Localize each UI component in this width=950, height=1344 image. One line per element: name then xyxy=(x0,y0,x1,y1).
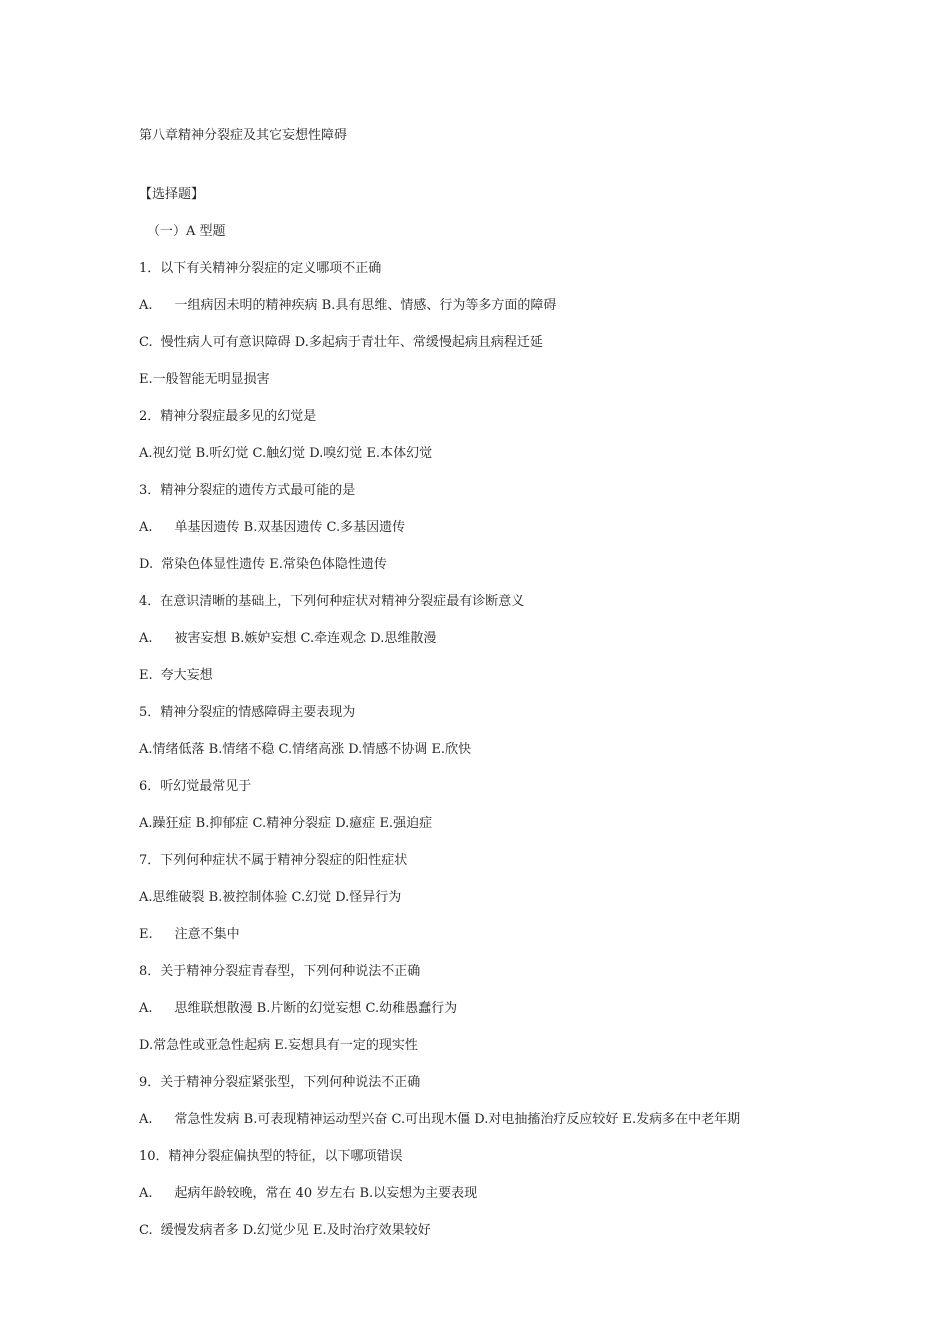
question-2: 2．精神分裂症最多见的幻觉是 xyxy=(139,409,317,424)
question-7: 7．下列何种症状不属于精神分裂症的阳性症状 xyxy=(139,853,408,868)
question-10-options-a: A. 起病年龄较晚，常在 40 岁左右 B.以妄想为主要表现 xyxy=(139,1186,478,1201)
question-9: 9．关于精神分裂症紧张型，下列何种说法不正确 xyxy=(139,1075,421,1090)
question-6: 6．听幻觉最常见于 xyxy=(139,779,252,794)
question-5: 5．精神分裂症的情感障碍主要表现为 xyxy=(139,705,356,720)
chapter-title: 第八章精神分裂症及其它妄想性障碍 xyxy=(139,128,348,143)
question-1-options-c: C. 慢性病人可有意识障碍 D.多起病于青壮年、常缓慢起病且病程迁延 xyxy=(139,335,543,350)
question-5-options: A.情绪低落 B.情绪不稳 C.情绪高涨 D.情感不协调 E.欣快 xyxy=(139,742,472,757)
question-9-options: A. 常急性发病 B.可表现精神运动型兴奋 C.可出现木僵 D.对电抽搐治疗反应较好 E.发病多在中老年期 xyxy=(139,1112,741,1127)
question-8: 8．关于精神分裂症青春型，下列何种说法不正确 xyxy=(139,964,421,979)
section-heading: 【选择题】 xyxy=(139,187,205,202)
question-1: 1．以下有关精神分裂症的定义哪项不正确 xyxy=(139,261,382,276)
question-4-options-a: A. 被害妄想 B.嫉妒妄想 C.牵连观念 D.思维散漫 xyxy=(139,631,437,646)
question-3: 3．精神分裂症的遗传方式最可能的是 xyxy=(139,483,356,498)
question-3-options-a: A. 单基因遗传 B.双基因遗传 C.多基因遗传 xyxy=(139,520,406,535)
question-1-options-e: E.一般智能无明显损害 xyxy=(139,372,270,387)
subsection-heading: （一）A 型题 xyxy=(147,224,226,239)
question-8-options-a: A. 思维联想散漫 B.片断的幻觉妄想 C.幼稚愚蠢行为 xyxy=(139,1001,458,1016)
question-10: 10．精神分裂症偏执型的特征，以下哪项错误 xyxy=(139,1149,403,1164)
question-4: 4．在意识清晰的基础上，下列何种症状对精神分裂症最有诊断意义 xyxy=(139,594,525,609)
question-4-options-e: E. 夸大妄想 xyxy=(139,668,213,683)
question-7-options-e: E. 注意不集中 xyxy=(139,927,240,942)
question-1-options-a: A. 一组病因未明的精神疾病 B.具有思维、情感、行为等多方面的障碍 xyxy=(139,298,557,313)
question-7-options-a: A.思维破裂 B.被控制体验 C.幻觉 D.怪异行为 xyxy=(139,890,402,905)
question-6-options: A.躁狂症 B.抑郁症 C.精神分裂症 D.癔症 E.强迫症 xyxy=(139,816,433,831)
question-8-options-d: D.常急性或亚急性起病 E.妄想具有一定的现实性 xyxy=(139,1038,418,1053)
question-10-options-c: C. 缓慢发病者多 D.幻觉少见 E.及时治疗效果较好 xyxy=(139,1223,431,1238)
question-3-options-d: D. 常染色体显性遗传 E.常染色体隐性遗传 xyxy=(139,557,387,572)
question-2-options: A.视幻觉 B.听幻觉 C.触幻觉 D.嗅幻觉 E.本体幻觉 xyxy=(139,446,433,461)
